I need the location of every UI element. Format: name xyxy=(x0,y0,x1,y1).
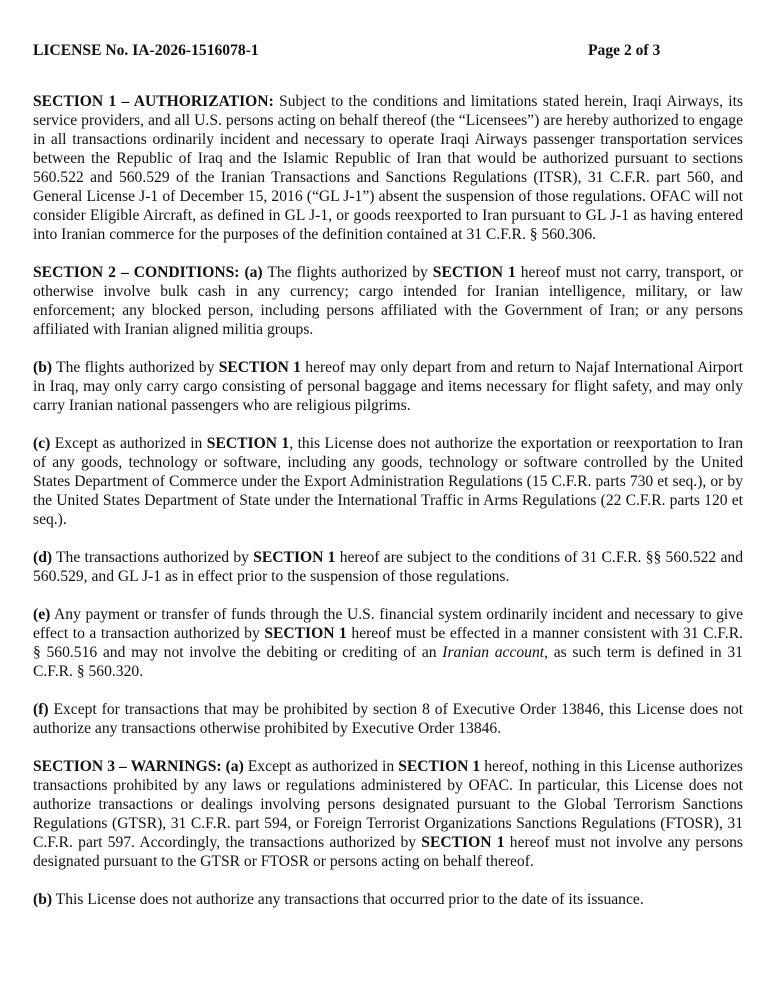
page-header xyxy=(33,42,743,60)
condition-c-text-1: Except as authorized in xyxy=(50,435,207,452)
condition-e-label: (e) xyxy=(33,606,51,623)
section-3-warning-a xyxy=(33,757,743,871)
section-1-authorization xyxy=(33,92,743,244)
condition-e-text-3: , as such term is defined in 31 C.F.R. § 560.320. xyxy=(33,644,743,680)
section-2-condition-d xyxy=(33,548,743,586)
warning-b-text-1: This License does not authorize any transactions that occurred prior to the date of its issuance. xyxy=(52,891,644,908)
page-number: Page 2 of 3 xyxy=(588,42,661,59)
condition-b-text-2: hereof may only depart from and return to Najaf International Airport in Iraq, may only carry cargo consisting of personal baggage and items necessary for flight safety, and may only carry Iranian national passengers who are religious pilgrims. xyxy=(33,359,743,414)
section-1-heading: SECTION 1 – AUTHORIZATION: xyxy=(33,93,274,110)
condition-a-text-1: The flights authorized by xyxy=(262,264,433,281)
condition-f-label: (f) xyxy=(33,701,49,718)
condition-e-text-2: hereof must be effected in a manner consistent with 31 C.F.R. § 560.516 and may not involve the debiting or crediting of an xyxy=(33,625,743,661)
section-1-reference: SECTION 1 xyxy=(432,264,516,281)
condition-d-text-1: The transactions authorized by xyxy=(52,549,254,566)
warning-a-text-2: hereof, nothing in this License authorizes transactions prohibited by any laws or regulations administered by OFAC. In particular, this License does not authorize transactions or dealings involving persons designated pursuant to the Global Terrorism Sanctions Regulations (GTSR), 31 C.F.R. part 594, or Foreign Terrorist Organizations Sanctions Regulations (FTOSR), 31 C.F.R. part 597. Accordingly, the transactions authorized by xyxy=(33,758,744,851)
condition-b-label: (b) xyxy=(33,359,53,376)
section-3-warning-b xyxy=(33,890,743,909)
section-1-text: Subject to the conditions and limitations stated herein, Iraqi Airways, its service providers, and all U.S. persons acting on behalf thereof (the “Licensees”) are hereby authorized to engage in all transactions ordinarily incident and necessary to operate Iraqi Airways passenger transportation services between the Republic of Iraq and the Islamic Republic of Iran that would be authorized pursuant to sections 560.522 and 560.529 of the Iranian Transactions and Sanctions Regulations (ITSR), 31 C.F.R. part 560, and General License J-1 of December 15, 2016 (“GL J-1”) absent the suspension of those regulations. OFAC will not consider Eligible Aircraft, as defined in GL J-1, or goods reexported to Iran pursuant to GL J-1 as having entered into Iranian commerce for the purposes of the definition contained at 31 C.F.R. § 560.306. xyxy=(33,93,743,243)
section-1-reference: SECTION 1 xyxy=(264,625,347,642)
section-2-condition-a xyxy=(33,263,743,339)
section-1-reference: SECTION 1 xyxy=(253,549,336,566)
section-2-heading: SECTION 2 – CONDITIONS: (a) xyxy=(33,264,263,281)
section-2-condition-f xyxy=(33,700,743,738)
section-1-reference: SECTION 1 xyxy=(398,758,481,775)
iranian-account-term: Iranian account xyxy=(442,644,545,661)
license-body xyxy=(33,92,743,909)
condition-a-text-2: hereof must not carry, transport, or otherwise involve bulk cash in any currency; cargo intended for Iranian intelligence, military, or law enforcement; any blocked person, including persons affiliated with the Government of Iran; or any persons affiliated with Iranian aligned militia groups. xyxy=(33,264,743,338)
condition-d-label: (d) xyxy=(33,549,53,566)
warning-b-label: (b) xyxy=(33,891,53,908)
section-2-condition-e xyxy=(33,605,743,681)
section-1-reference: SECTION 1 xyxy=(421,834,505,851)
section-3-heading: SECTION 3 – WARNINGS: (a) xyxy=(33,758,244,775)
condition-f-text-1: Except for transactions that may be prohibited by section 8 of Executive Order 13846, this License does not authorize any transactions otherwise prohibited by Executive Order 13846. xyxy=(33,701,743,737)
condition-d-text-2: hereof are subject to the conditions of 31 C.F.R. §§ 560.522 and 560.529, and GL J-1 as in effect prior to the suspension of those regulations. xyxy=(33,549,743,585)
section-1-reference: SECTION 1 xyxy=(206,435,290,452)
license-number: LICENSE No. IA-2026-1516078-1 xyxy=(33,42,259,59)
warning-a-text-1: Except as authorized in xyxy=(243,758,399,775)
section-2-condition-b xyxy=(33,358,743,415)
condition-c-label: (c) xyxy=(33,435,51,452)
section-1-reference: SECTION 1 xyxy=(218,359,301,376)
condition-e-text-1: Any payment or transfer of funds through the U.S. financial system ordinarily incident and necessary to give effect to a transaction authorized by xyxy=(33,606,743,642)
warning-a-text-3: hereof must not involve any persons designated pursuant to the GTSR or FTOSR or persons acting on behalf thereof. xyxy=(33,834,743,870)
condition-c-text-2: , this License does not authorize the exportation or reexportation to Iran of any goods, technology or software, including any goods, technology or software controlled by the United States Department of Commerce under the Export Administration Regulations (15 C.F.R. parts 730 et seq.), or by the United States Department of State under the International Traffic in Arms Regulations (22 C.F.R. parts 120 et seq.). xyxy=(33,435,744,528)
section-2-condition-c xyxy=(33,434,743,529)
condition-b-text-1: The flights authorized by xyxy=(52,359,219,376)
